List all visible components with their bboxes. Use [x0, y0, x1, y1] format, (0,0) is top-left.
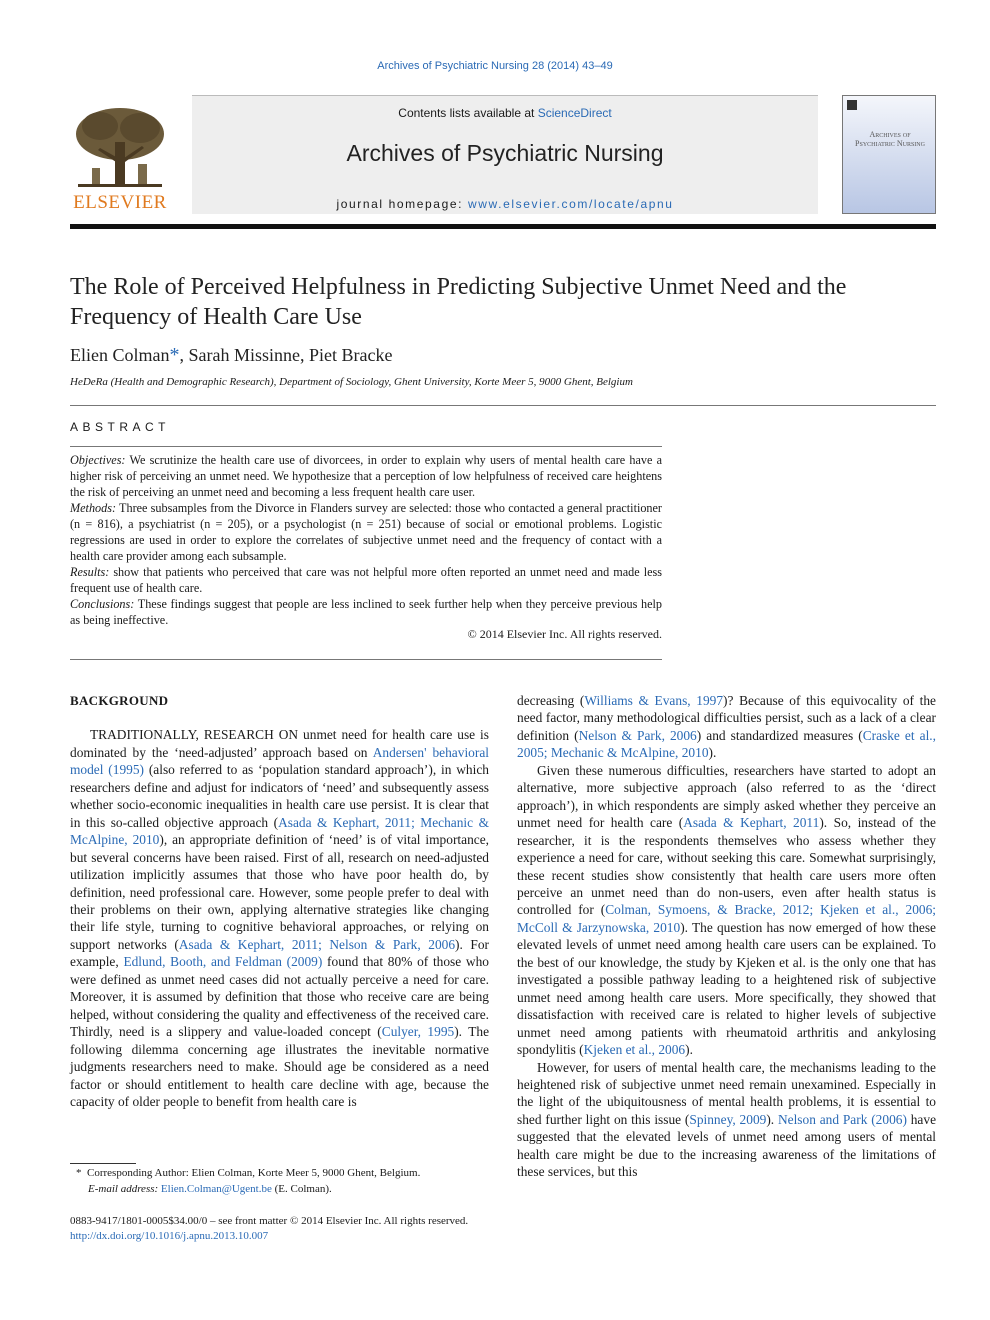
results-text: show that patients who perceived that care was not helpful more often reported an unmet need and made less frequent use of health care.: [70, 565, 662, 595]
section-heading: BACKGROUND: [70, 693, 169, 708]
citation-link[interactable]: Asada & Kephart, 2011; Nelson & Park, 2006: [178, 936, 456, 952]
email-suffix: (E. Colman).: [271, 1182, 332, 1195]
citation-link[interactable]: Colman, Symoens, & Bracke, 2012; Kjeken et al., 2006; McColl & Jarzynowska, 2010: [517, 902, 937, 935]
affiliation: HeDeRa (Health and Demographic Research), Department of Sociology, Ghent University, Korte Meer 5, 9000 Ghent, Belgium: [70, 376, 633, 388]
body-text: ).: [685, 1042, 693, 1058]
objectives-label: Objectives:: [70, 453, 126, 467]
citation-link[interactable]: Nelson & Park, 2006: [578, 727, 697, 743]
author-first[interactable]: Elien Colman: [70, 345, 170, 365]
homepage-link[interactable]: www.elsevier.com/locate/apnu: [468, 197, 674, 211]
footnote-text: Corresponding Author: Elien Colman, Korte Meer 5, 9000 Ghent, Belgium.: [87, 1167, 421, 1179]
footnote-mark: *: [76, 1167, 82, 1179]
body-text: However, for users of mental health care, the mechanisms leading to the heightened risk of subjective unmet need remain unexamined. Especially in the light of the ubiquitousness of mental health problems, it is essential to shed further light on this issue (: [517, 1059, 936, 1127]
publisher-name: ELSEVIER: [73, 192, 167, 213]
divider: [70, 659, 662, 660]
author-list: [70, 344, 392, 367]
conclusions-label: Conclusions:: [70, 597, 135, 611]
elsevier-logo: [70, 102, 170, 214]
corresponding-author-mark[interactable]: *: [169, 344, 180, 366]
citation-link[interactable]: Nelson and Park (2006): [777, 1111, 907, 1127]
homepage-line: [192, 197, 818, 211]
body-text: found that 80% of those who were defined as unmet need cases did not actually perceive a need for care. Moreover, it is assumed by definition that those who receive care are being helped, without considering the quality and effectiveness of the received care. Thirdly, need is a slippery and value-loaded concept (: [70, 954, 489, 1040]
abstract-heading: ABSTRACT: [70, 420, 171, 434]
page-footer: [70, 1214, 468, 1244]
publisher-mark-icon: [847, 100, 857, 110]
body-text: ).: [766, 1111, 778, 1127]
issn-line: 0883-9417/1801-0005$34.00/0 – see front matter © 2014 Elsevier Inc. All rights reserved.: [70, 1215, 469, 1227]
citation-link[interactable]: Culyer, 1995: [381, 1024, 455, 1040]
citation-link[interactable]: Edlund, Booth, and Feldman (2009): [123, 954, 323, 970]
footnote: [70, 1166, 489, 1197]
methods-label: Methods:: [70, 501, 117, 515]
contents-prefix: Contents lists available at: [398, 106, 538, 120]
body-text: ). For example,: [70, 936, 490, 970]
body-text: ). The question has now emerged of how these elevated levels of unmet need among health care users can be explained. To the best of our knowledge, the study by Kjeken et al. is the only one that has investigated a possible pathway leading to a heightened risk of subjective unmet need among health care users. More specifically, they showed that dissatisfaction with received care is related to higher levels of subjective unmet need among patients with rheumatoid arthritis and ankylosing spondylitis (: [517, 919, 936, 1058]
body-paragraph: [517, 762, 936, 1059]
citation-link[interactable]: Asada & Kephart, 2011: [683, 815, 820, 831]
divider: [70, 405, 936, 406]
conclusions-text: These findings suggest that people are less inclined to seek further help when they perceive previous help as being ineffective.: [70, 597, 662, 627]
body-text: Given these numerous difficulties, researchers have started to adopt an alternative, more subjective approach (also referred to as the ‘direct approach’), in which respondents are simply asked whether they perceive an unmet need for health care (: [517, 762, 936, 831]
body-text: decreasing (: [517, 693, 585, 708]
contents-line: [192, 106, 818, 120]
body-paragraph: [517, 1059, 936, 1181]
abstract-copyright: © 2014 Elsevier Inc. All rights reserved.: [467, 627, 662, 641]
citation-link[interactable]: Kjeken et al., 2006: [583, 1042, 686, 1058]
citation-link[interactable]: Spinney, 2009: [689, 1111, 767, 1127]
email-label: E-mail address:: [88, 1182, 161, 1195]
abstract-results: [70, 564, 662, 596]
sciencedirect-link[interactable]: ScienceDirect: [537, 106, 612, 120]
citation-link[interactable]: Craske et al., 2005; Mechanic & McAlpine, 2010: [517, 727, 936, 761]
doi-link[interactable]: http://dx.doi.org/10.1016/j.apnu.2013.10.007: [70, 1230, 269, 1242]
journal-citation[interactable]: Archives of Psychiatric Nursing 28 (2014) 43–49: [377, 60, 613, 72]
body-text: have suggested that the elevated levels of unmet need among users of mental health care might be due to the increasing awareness of the limitations of these services, but this: [517, 1111, 937, 1180]
body-column-right: [517, 692, 936, 1181]
body-paragraph: [70, 726, 489, 1110]
journal-title: Archives of Psychiatric Nursing: [346, 140, 664, 166]
cover-title: Archives of Psychiatric Nursing: [855, 130, 925, 148]
body-text: TRADITIONALLY, RESEARCH ON unmet need for health care use is dominated by the ‘need-adjusted’ approach based on: [70, 727, 489, 760]
abstract-body: [70, 452, 662, 628]
citation-link[interactable]: Williams & Evans, 1997: [584, 693, 724, 708]
email-link[interactable]: Elien.Colman@Ugent.be: [160, 1182, 272, 1195]
results-label: Results:: [70, 565, 110, 579]
body-paragraph: [517, 692, 936, 762]
body-text: ), an appropriate definition of ‘need’ is of vital importance, but several concerns have been raised. First of all, research on need-adjusted utilization implicitly assumes that those who have poor health do, by definition, need professional care. However, some people prefer to deal with their problems on their own, applying alternative strategies like changing their life style, turning to cognitive behavioral approaches, or relying on support networks (: [70, 832, 489, 952]
footnote-corresponding: [70, 1166, 489, 1182]
body-text: ).: [708, 745, 717, 761]
methods-text: Three subsamples from the Divorce in Flanders survey are selected: those who contacted a general practitioner (n = 816), a psychiatrist (n = 205), or a psychologist (n = 251) because of social or emotional problems. Logistic regressions are used in order to explore the correlates of subjective unmet need and the frequency of contact with a health care provider among each subsample.: [70, 501, 662, 563]
homepage-prefix: journal homepage:: [336, 197, 468, 211]
objectives-text: We scrutinize the health care use of divorcees, in order to explain why users of mental health care have a higher risk of perceiving an unmet need. We hypothesize that a perception of low helpfulness of received care heightens the risk of perceiving an unmet need and becoming a less frequent health care user.: [70, 453, 662, 499]
body-text: ). So, instead of the researcher, it is the respondents themselves who assess whether they experience a need for care, without seeking this care. Somewhat surprisingly, these recent studies show consistently that health care users more often perceive an unmet need than do non-users, even after health status is controlled for (: [517, 815, 936, 918]
body-text: ). The following dilemma concerning age illustrates the inevitable normative judgments researchers need to make. Should age be considered as a need factor or should entitlement to health care decline with age, because the capacity of older people to benefit from health care is: [70, 1024, 490, 1109]
footnote-rule: [70, 1163, 136, 1164]
article-title: The Role of Perceived Helpfulness in Predicting Subjective Unmet Need and the Frequency of Health Care Use: [70, 274, 847, 330]
body-text: )? Because of this equivocality of the need factor, many methodological difficulties persist, such as a lack of a clear definition (: [517, 693, 937, 743]
abstract-conclusions: [70, 596, 662, 628]
journal-cover-thumbnail[interactable]: [842, 95, 936, 214]
header-rule: [70, 224, 936, 229]
divider: [70, 446, 662, 447]
abstract-methods: [70, 500, 662, 564]
journal-banner: [192, 95, 818, 214]
author-rest: , Sarah Missinne, Piet Bracke: [179, 345, 393, 365]
body-text: (also referred to as ‘population standard approach’), in which researchers define and adjust for indicators of ‘need’ and subsequently assess whether socio-economic inequalities in health care use persist. It is clear that in this so-called objective approach (: [70, 762, 489, 830]
body-column-left: [70, 692, 489, 1110]
citation-link[interactable]: Asada & Kephart, 2011; Mechanic & McAlpine, 2010: [70, 814, 489, 848]
abstract-objectives: [70, 452, 662, 500]
body-text: ) and standardized measures (: [696, 727, 863, 743]
citation-link[interactable]: Andersen' behavioral model (1995): [70, 744, 489, 778]
footnote-email: [70, 1182, 489, 1198]
